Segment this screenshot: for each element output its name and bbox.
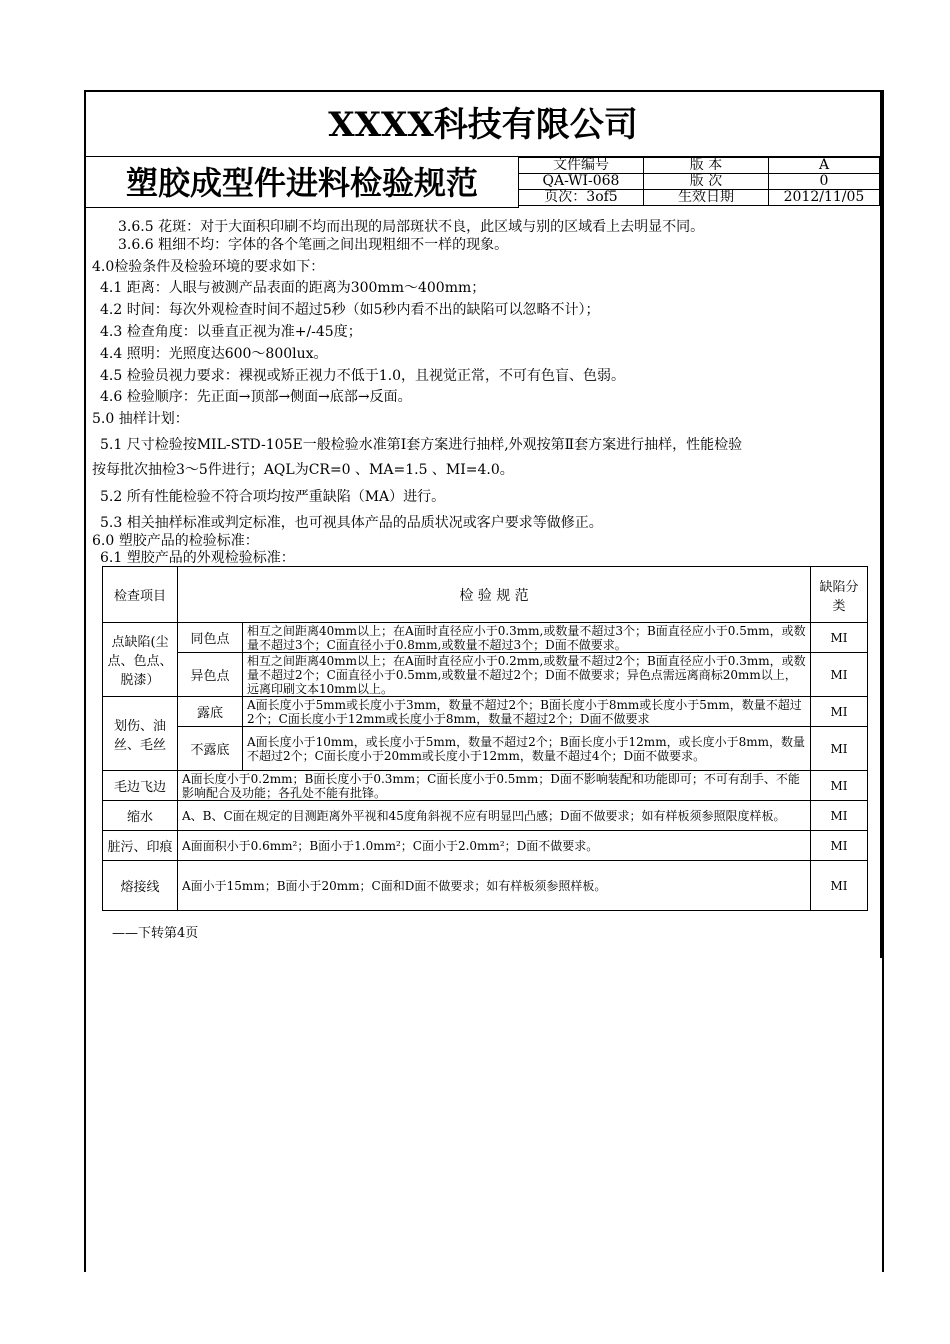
- row-class: MI: [811, 623, 868, 653]
- text-line: 3.6.6 粗细不均：字体的各个笔画之间出现粗细不一样的现象。: [118, 237, 509, 253]
- section-heading: 4.0检验条件及检验环境的要求如下：: [92, 259, 325, 275]
- file-no-value: QA-WI-068: [519, 174, 644, 190]
- text-line: 4.1 距离：人眼与被测产品表面的距离为300mm～400mm；: [100, 280, 486, 296]
- frame-edge: [880, 90, 882, 958]
- text-line: 5.1 尺寸检验按MIL-STD-105E一般检验水准第Ⅰ套方案进行抽样,外观按第Ⅱ套方案进行抽样，性能检验: [100, 437, 743, 453]
- section-heading: 5.0 抽样计划：: [92, 411, 189, 427]
- page-label: 页次：3of5: [519, 190, 644, 206]
- row-category: 脏污、印痕: [103, 831, 178, 861]
- continuation-note: ——下转第4页: [112, 926, 199, 941]
- company-name: XXXX科技有限公司: [86, 92, 880, 157]
- edition-value: 0: [769, 174, 880, 190]
- text-line: 6.1 塑胶产品的外观检验标准：: [100, 550, 295, 566]
- row-description: 相互之间距离40mm以上；在A面时直径应小于0.3mm,或数量不超过3个；B面直径应小于0.5mm，或数量不超过3个；C面直径小于0.8mm,或数量不超过3个；D面不做要求。: [243, 623, 811, 653]
- text-line: 5.3 相关抽样标准或判定标准，也可视具体产品的品质状况或客户要求等做修正。: [100, 515, 603, 531]
- header-class: 缺陷分类: [811, 567, 868, 623]
- row-class: MI: [811, 861, 868, 911]
- row-description: 相互之间距离40mm以上；在A面时直径应小于0.2mm,或数量不超过2个；B面直径应小于0.3mm，或数量不超过2个；C面直径小于0.5mm,或数量不超过2个；D面不做要求；异色点需远离商标20mm以上，远离印刷文本10mm以上。: [243, 653, 811, 697]
- file-no-label: 文件编号: [519, 158, 644, 174]
- row-category: 点缺陷(尘点、色点、脱漆）: [103, 623, 178, 697]
- edition-label: 版 次: [644, 174, 769, 190]
- row-description: A面长度小于5mm或长度小于3mm，数量不超过2个；B面长度小于8mm或长度小于5mm，数量不超过2个；C面长度小于12mm或长度小于8mm，数量不超过2个；D面不做要求: [243, 697, 811, 727]
- inspection-standard-table: [102, 566, 868, 911]
- text-line: 5.2 所有性能检验不符合项均按严重缺陷（MA）进行。: [100, 489, 446, 505]
- row-class: MI: [811, 771, 868, 801]
- row-subcategory: 露底: [178, 697, 243, 727]
- effective-label: 生效日期: [644, 190, 769, 206]
- version-value: A: [769, 158, 880, 174]
- text-line: 4.5 检验员视力要求：裸视或矫正视力不低于1.0，且视觉正常，不可有色盲、色弱。: [100, 368, 625, 384]
- section-heading: 6.0 塑胶产品的检验标准：: [92, 533, 259, 549]
- row-description: A面长度小于0.2mm；B面长度小于0.3mm；C面长度小于0.5mm；D面不影响装配和功能即可；不可有刮手、不能影响配合及功能；各孔处不能有批锋。: [178, 771, 811, 801]
- row-description: A面小于15mm；B面小于20mm；C面和D面不做要求；如有样板须参照样板。: [178, 861, 811, 911]
- header-spec: 检 验 规 范: [178, 567, 811, 623]
- effective-value: 2012/11/05: [769, 190, 880, 206]
- row-subcategory: 异色点: [178, 653, 243, 697]
- text-line: 4.2 时间：每次外观检查时间不超过5秒（如5秒内看不出的缺陷可以忽略不计）；: [100, 302, 600, 318]
- document-title: 塑胶成型件进料检验规范: [86, 157, 519, 208]
- row-class: MI: [811, 801, 868, 831]
- row-description: A面长度小于10mm，或长度小于5mm，数量不超过2个；B面长度小于12mm，或长度小于8mm，数量不超过2个；C面长度小于20mm或长度小于12mm，数量不超过4个；D面不做要求。: [243, 727, 811, 771]
- text-line: 4.6 检验顺序：先正面→顶部→侧面→底部→反面。: [100, 389, 412, 405]
- text-line: 3.6.5 花斑：对于大面积印刷不均而出现的局部斑状不良，此区域与别的区域看上去明显不同。: [118, 219, 705, 235]
- row-category: 熔接线: [103, 861, 178, 911]
- row-category: 划伤、油丝、毛丝: [103, 697, 178, 771]
- version-label: 版 本: [644, 158, 769, 174]
- row-description: A、B、C面在规定的目测距离外平视和45度角斜视不应有明显凹凸感；D面不做要求；如有样板须参照限度样板。: [178, 801, 811, 831]
- row-class: MI: [811, 653, 868, 697]
- row-description: A面面积小于0.6mm²；B面小于1.0mm²；C面小于2.0mm²；D面不做要求。: [178, 831, 811, 861]
- row-category: 毛边飞边: [103, 771, 178, 801]
- row-class: MI: [811, 697, 868, 727]
- document-meta-table: [518, 157, 880, 206]
- row-class: MI: [811, 727, 868, 771]
- row-subcategory: 不露底: [178, 727, 243, 771]
- row-subcategory: 同色点: [178, 623, 243, 653]
- row-class: MI: [811, 831, 868, 861]
- text-line: 按每批次抽检3～5件进行；AQL为CR=0 、MA=1.5 、MI=4.0。: [92, 462, 514, 478]
- header-item: 检查项目: [103, 567, 178, 623]
- text-line: 4.3 检查角度：以垂直正视为准+/-45度；: [100, 324, 362, 340]
- text-line: 4.4 照明：光照度达600～800lux。: [100, 346, 328, 362]
- row-category: 缩水: [103, 801, 178, 831]
